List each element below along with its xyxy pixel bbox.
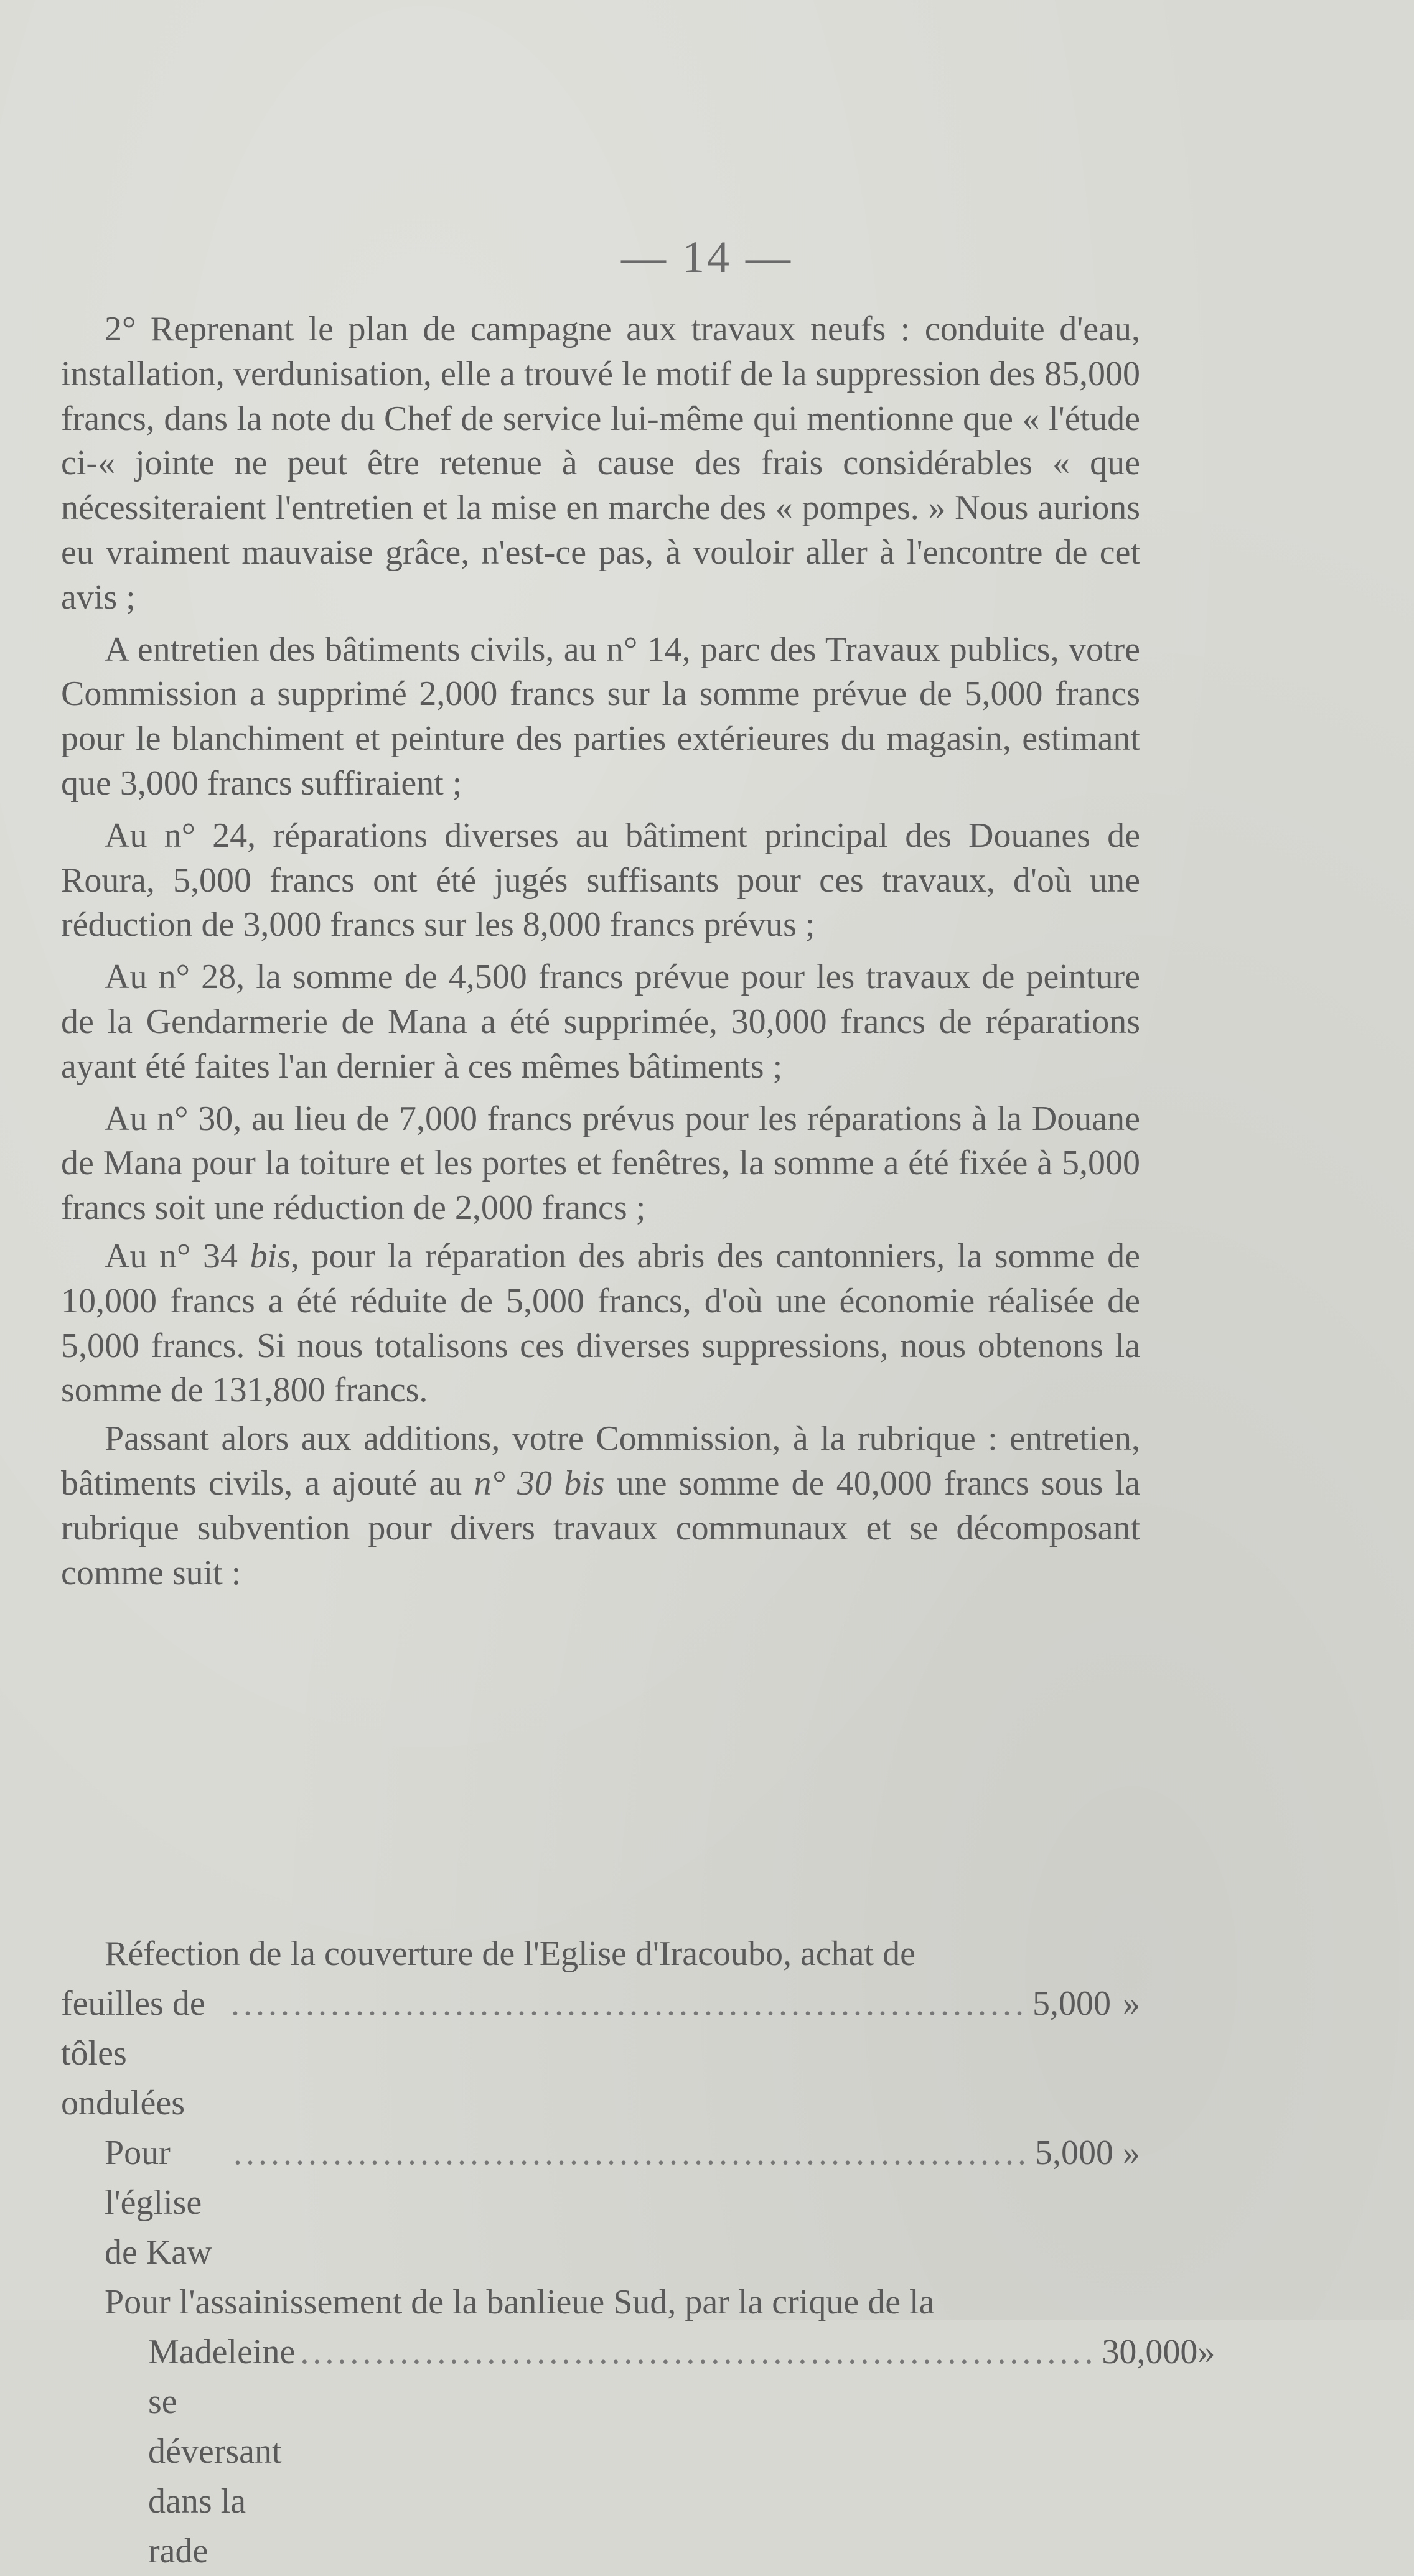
item-unit: » [1123, 1984, 1140, 2023]
paragraph-n34-bis: Au n° 34 bis, pour la réparation des abris des cantonniers, la somme de 10,000 francs a été réduite de 5,000 francs, d'où une économie réalisée de 5,000 francs. Si nous totalisons ces diverses suppressions, nous obtenons la somme de 131,800 francs. [61, 1236, 1140, 1410]
item-label-line1: Pour l'assainissement de la banlieue Sud, par la crique de la [105, 2283, 935, 2322]
paragraph-entretien-batiments: A entretien des bâtiments civils, au n° 14, parc des Travaux publics, votre Commission a supprimé 2,000 francs sur la somme prévue de 5,000 francs pour le blanchiment et peinture des parties extérieures du magasin, estimant que 3,000 francs suffiraient ; [61, 630, 1140, 803]
item-unit: » [1197, 2333, 1215, 2371]
dot-leader: ................................................................ [231, 1984, 1028, 2023]
item-amount: 5,000 [1032, 1984, 1112, 2023]
item-label: Pour l'église de Kaw [105, 2134, 212, 2272]
dot-leader: ................................................................ [300, 2333, 1097, 2371]
paragraph-travaux-neufs: 2° Reprenant le plan de campagne aux travaux neufs : conduite d'eau, installation, verdunisation, elle a trouvé le motif de la suppression des 85,000 francs, dans la note du Chef de service lui-même qui mentionne que « l'étude ci-« jointe ne peut être retenue à cause des frais considérables « que nécessiteraient l'entretien et la mise en marche des « pompes. » Nous aurions eu vraiment mauvaise grâce, n'est-ce pas, à vouloir aller à l'encontre de cet avis ; [61, 310, 1140, 617]
list-item [61, 2277, 1215, 2576]
paragraph-additions: Passant alors aux additions, votre Commission, à la rubrique : entretien, bâtiments civils, a ajouté au n° 30 bis une somme de 40,000 francs sous la rubrique subvention pour divers travaux communaux et se décomposant comme suit : [61, 1419, 1141, 1592]
paragraph-n30: Au n° 30, au lieu de 7,000 francs prévus pour les réparations à la Douane de Mana pour la toiture et les portes et fenêtres, la somme a été fixée à 5,000 francs soit une réduction de 2,000 francs ; [61, 1099, 1140, 1228]
dot-leader: ................................................................ [233, 2134, 1030, 2172]
list-item [61, 1929, 1140, 2128]
item-unit: » [1123, 2134, 1140, 2172]
item-label-line2: Madeleine se déversant dans la rade [148, 2333, 296, 2570]
item-amount: 5,000 [1034, 2134, 1113, 2172]
body-text [61, 307, 1140, 1595]
item-label-line1: Réfection de la couverture de l'Eglise d'Iracoubo, achat de [105, 1934, 915, 1973]
list-item [61, 2128, 1140, 2277]
item-amount: 30,000 [1102, 2333, 1198, 2371]
page-number: — 14 — [621, 232, 793, 282]
additions-list [61, 1929, 1215, 2576]
item-label-line2: feuilles de tôles ondulées [61, 1984, 205, 2122]
paragraph-n24: Au n° 24, réparations diverses au bâtiment principal des Douanes de Roura, 5,000 francs ont été jugés suffisants pour ces travaux, d'où une réduction de 3,000 francs sur les 8,000 francs prévus ; [61, 816, 1140, 945]
paragraph-n28: Au n° 28, la somme de 4,500 francs prévue pour les travaux de peinture de la Gendarmerie de Mana a été supprimée, 30,000 francs de réparations ayant été faites l'an dernier à ces mêmes bâtiments ; [61, 958, 1140, 1086]
